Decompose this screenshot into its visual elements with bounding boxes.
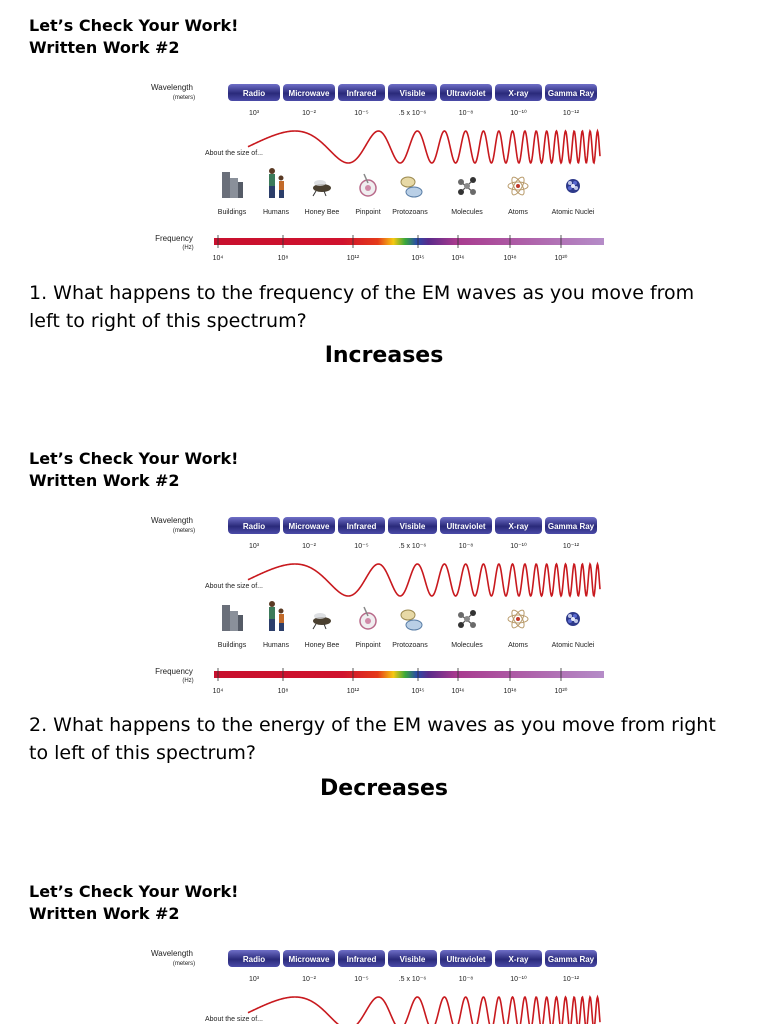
frequency-unit: (Hz) <box>182 245 194 251</box>
band-x-ray <box>495 517 542 534</box>
wavelength-unit: (meters) <box>172 95 196 101</box>
band-label: Radio <box>242 522 266 531</box>
heading-title: Let’s Check Your Work! <box>29 882 239 901</box>
buildings-icon <box>222 605 243 631</box>
band-label: Radio <box>242 955 266 964</box>
wavelength-value: 10³ <box>248 543 260 550</box>
band-label: Gamma Ray <box>547 955 595 964</box>
wavelength-value: 10⁻¹⁰ <box>510 110 527 117</box>
wavelength-value: 10⁻² <box>302 110 316 117</box>
object-label: Humans <box>262 209 290 216</box>
frequency-value: 10¹⁶ <box>451 255 465 262</box>
band-label: Ultraviolet <box>446 955 486 964</box>
band-x-ray <box>495 84 542 101</box>
wavelength-unit: (meters) <box>172 961 196 967</box>
frequency-value: 10⁴ <box>212 688 224 695</box>
band-label: Microwave <box>288 522 330 531</box>
wavelength-value: 10⁻² <box>302 976 316 983</box>
object-label: Atoms <box>508 209 528 216</box>
object-label: Buildings <box>217 209 247 216</box>
band-infrared <box>338 950 385 967</box>
protozoans-icon <box>401 610 422 630</box>
band-microwave <box>283 84 335 101</box>
band-microwave <box>283 517 335 534</box>
wavelength-value: 10⁻¹² <box>562 543 580 550</box>
size-label: About the size of... <box>205 1016 263 1023</box>
band-label: Gamma Ray <box>547 89 595 98</box>
size-label: About the size of... <box>205 583 263 590</box>
em-spectrum-diagram <box>148 513 608 699</box>
band-label: Visible <box>399 89 426 98</box>
section-heading <box>29 881 238 925</box>
object-label: Atomic Nuclei <box>551 209 595 216</box>
frequency-bar <box>214 238 604 245</box>
band-radio <box>228 517 280 534</box>
atomic-nuclei-icon <box>566 612 580 626</box>
object-label: Pinpoint <box>355 642 381 649</box>
wavelength-value: 10⁻⁸ <box>458 543 474 550</box>
heading-subtitle: Written Work #2 <box>29 38 180 57</box>
heading-subtitle: Written Work #2 <box>29 471 180 490</box>
wavelength-value: 10⁻⁵ <box>354 976 369 983</box>
frequency-value: 10¹² <box>346 688 360 695</box>
band-label: Infrared <box>346 955 377 964</box>
band-label: X-ray <box>508 955 529 964</box>
size-label: About the size of... <box>205 150 263 157</box>
section-heading <box>29 448 238 492</box>
band-gamma-ray <box>545 950 597 967</box>
atomic-nuclei-icon <box>566 179 580 193</box>
heading-title: Let’s Check Your Work! <box>29 16 239 35</box>
pinpoint-icon <box>360 174 376 196</box>
wavelength-value: 10⁻¹² <box>562 110 580 117</box>
answer-1-text: Increases <box>324 343 444 368</box>
band-label: Radio <box>242 89 266 98</box>
band-radio <box>228 950 280 967</box>
object-label: Pinpoint <box>355 209 381 216</box>
wavelength-value: 10⁻⁵ <box>354 543 369 550</box>
band-visible <box>388 84 437 101</box>
molecules-icon <box>458 177 476 195</box>
band-label: Ultraviolet <box>446 522 486 531</box>
frequency-value: 10⁸ <box>277 688 289 695</box>
band-visible <box>388 950 437 967</box>
object-label: Molecules <box>451 209 483 216</box>
band-infrared <box>338 84 385 101</box>
wavelength-value: 10³ <box>248 976 260 983</box>
band-label: Gamma Ray <box>547 522 595 531</box>
atoms-icon <box>508 608 528 629</box>
wavelength-label: Wavelength <box>151 516 193 525</box>
band-label: Visible <box>399 522 426 531</box>
frequency-label: Frequency <box>155 667 193 676</box>
band-label: Microwave <box>288 89 330 98</box>
band-ultraviolet <box>440 517 492 534</box>
wavelength-label: Wavelength <box>151 949 193 958</box>
wavelength-value: 10⁻² <box>302 543 316 550</box>
wavelength-value: 10⁻⁸ <box>458 110 474 117</box>
wavelength-label: Wavelength <box>151 83 193 92</box>
band-label: X-ray <box>508 522 529 531</box>
band-gamma-ray <box>545 517 597 534</box>
wave-path <box>248 997 600 1024</box>
humans-icon <box>269 601 284 631</box>
band-x-ray <box>495 950 542 967</box>
band-label: Ultraviolet <box>446 89 486 98</box>
section-heading <box>29 15 238 59</box>
object-label: Protozoans <box>392 642 428 649</box>
frequency-value: 10¹⁸ <box>503 255 517 262</box>
pinpoint-icon <box>360 607 376 629</box>
em-spectrum-diagram <box>148 946 608 1024</box>
buildings-icon <box>222 172 243 198</box>
frequency-value: 10¹⁵ <box>411 255 425 262</box>
answer-2-text: Decreases <box>320 776 448 801</box>
object-label: Buildings <box>217 642 247 649</box>
question-2-text: 2. What happens to the energy of the EM waves as you move from right to left of this spectrum? <box>29 714 716 764</box>
wavelength-value: 10⁻¹⁰ <box>510 543 527 550</box>
wavelength-value: 10⁻⁸ <box>458 976 474 983</box>
molecules-icon <box>458 610 476 628</box>
band-ultraviolet <box>440 84 492 101</box>
honey-bee-icon <box>313 180 331 196</box>
wavelength-value: 10⁻¹⁰ <box>510 976 527 983</box>
frequency-value: 10²⁰ <box>554 255 568 262</box>
wave-path <box>248 131 600 163</box>
wavelength-unit: (meters) <box>172 528 196 534</box>
object-label: Honey Bee <box>304 209 340 216</box>
object-label: Atoms <box>508 642 528 649</box>
band-infrared <box>338 517 385 534</box>
band-label: Microwave <box>288 955 330 964</box>
wavelength-value: 10⁻¹² <box>562 976 580 983</box>
frequency-value: 10⁸ <box>277 255 289 262</box>
frequency-bar <box>214 671 604 678</box>
frequency-unit: (Hz) <box>182 678 194 684</box>
object-label: Honey Bee <box>304 642 340 649</box>
band-ultraviolet <box>440 950 492 967</box>
honey-bee-icon <box>313 613 331 629</box>
frequency-label: Frequency <box>155 234 193 243</box>
frequency-value: 10⁴ <box>212 255 224 262</box>
frequency-value: 10¹² <box>346 255 360 262</box>
frequency-value: 10¹⁸ <box>503 688 517 695</box>
wavelength-value: .5 x 10⁻⁶ <box>398 110 427 117</box>
frequency-value: 10¹⁶ <box>451 688 465 695</box>
band-visible <box>388 517 437 534</box>
band-microwave <box>283 950 335 967</box>
wavelength-value: .5 x 10⁻⁶ <box>398 543 427 550</box>
wavelength-value: 10³ <box>248 110 260 117</box>
object-label: Molecules <box>451 642 483 649</box>
object-label: Atomic Nuclei <box>551 642 595 649</box>
wave-path <box>248 564 600 596</box>
band-radio <box>228 84 280 101</box>
frequency-value: 10²⁰ <box>554 688 568 695</box>
heading-title: Let’s Check Your Work! <box>29 449 239 468</box>
question-1-text: 1. What happens to the frequency of the EM waves as you move from left to right of this spectrum? <box>29 282 695 332</box>
humans-icon <box>269 168 284 198</box>
wavelength-value: .5 x 10⁻⁶ <box>398 976 427 983</box>
wavelength-value: 10⁻⁵ <box>354 110 369 117</box>
frequency-value: 10¹⁵ <box>411 688 425 695</box>
em-spectrum-diagram <box>148 80 608 266</box>
protozoans-icon <box>401 177 422 197</box>
heading-subtitle: Written Work #2 <box>29 904 180 923</box>
band-gamma-ray <box>545 84 597 101</box>
band-label: Visible <box>399 955 426 964</box>
object-label: Humans <box>262 642 290 649</box>
band-label: X-ray <box>508 89 529 98</box>
band-label: Infrared <box>346 522 377 531</box>
object-label: Protozoans <box>392 209 428 216</box>
atoms-icon <box>508 175 528 196</box>
band-label: Infrared <box>346 89 377 98</box>
